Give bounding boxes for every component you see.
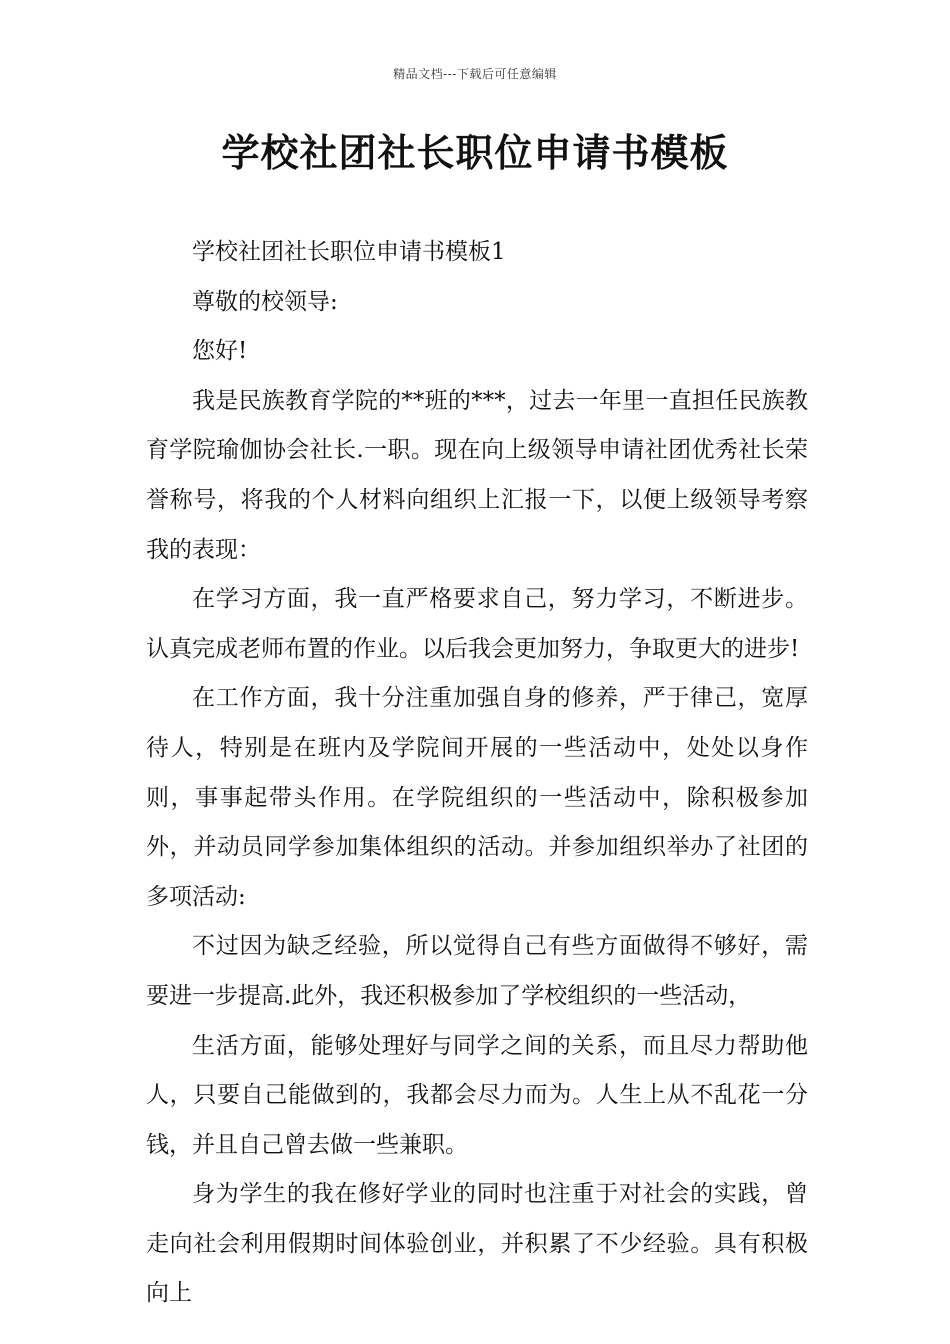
paragraph-life: 生活方面，能够处理好与同学之间的关系，而且尽力帮助他人，只要自己能做到的，我都会尽力而为。人生上从不乱花一分钱，并且自己曾去做一些兼职。 — [146, 1032, 808, 1158]
paragraph-salutation: 尊敬的校领导: — [192, 288, 338, 315]
paragraph-shortcomings: 不过因为缺乏经验，所以觉得自己有些方面做得不够好，需要进一步提高.此外，我还积极参加了学校组织的一些活动， — [146, 933, 808, 1009]
header-note: 精品文档---下载后可任意编辑 — [393, 67, 557, 81]
document-title: 学校社团社长职位申请书模板 — [221, 130, 729, 175]
paragraph-work: 在工作方面，我十分注重加强自身的修养，严于律己，宽厚待人，特别是在班内及学院间开展的一些活动中，处处以身作则，事事起带头作用。在学院组织的一些活动中，除积极参加外，并动员同学参加集体组织的活动。并参加组织举办了社团的多项活动: — [146, 685, 808, 910]
paragraph-greeting: 您好! — [192, 338, 248, 365]
paragraph-practice: 身为学生的我在修好学业的同时也注重于对社会的实践，曾走向社会利用假期时间体验创业，并积累了不少经验。具有积极向上 — [146, 1181, 808, 1307]
paragraph-subtitle: 学校社团社长职位申请书模板1 — [192, 239, 506, 265]
document-body — [146, 228, 808, 1319]
paragraph-introduction: 我是民族教育学院的**班的***，过去一年里一直担任民族教育学院瑜伽协会社长.一职。现在向上级领导申请社团优秀社长荣誉称号，将我的个人材料向组织上汇报一下，以便上级领导考察我的表现： — [146, 387, 808, 563]
paragraph-study: 在学习方面，我一直严格要求自己，努力学习，不断进步。认真完成老师布置的作业。以后我会更加努力，争取更大的进步! — [146, 586, 808, 662]
